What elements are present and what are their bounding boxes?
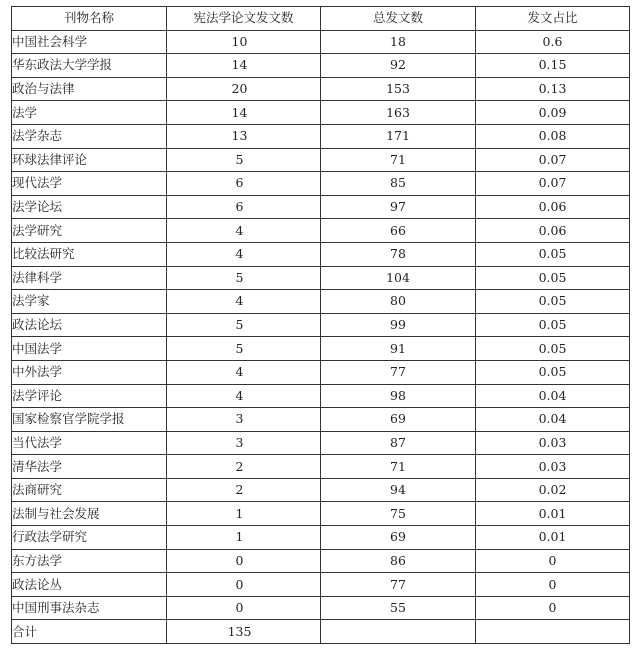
cell-journal-name: 政治与法律	[12, 77, 167, 101]
cell-journal-name: 比较法研究	[12, 242, 167, 266]
cell-total-articles: 55	[321, 596, 476, 620]
cell-total-articles: 153	[321, 77, 476, 101]
table-row	[12, 266, 630, 290]
cell-journal-name: 现代法学	[12, 172, 167, 196]
cell-journal-name: 中外法学	[12, 360, 167, 384]
cell-constitutional-count: 5	[167, 148, 321, 172]
cell-ratio: 0.03	[476, 455, 630, 479]
header-total-articles: 总发文数	[321, 7, 476, 31]
cell-constitutional-count: 4	[167, 360, 321, 384]
cell-constitutional-count: 20	[167, 77, 321, 101]
table-row	[12, 573, 630, 597]
cell-journal-name: 法学	[12, 101, 167, 125]
cell-total-articles: 98	[321, 384, 476, 408]
cell-journal-name: 中国刑事法杂志	[12, 596, 167, 620]
cell-ratio: 0.06	[476, 219, 630, 243]
cell-ratio: 0.04	[476, 408, 630, 432]
cell-constitutional-count: 2	[167, 478, 321, 502]
cell-journal-name: 东方法学	[12, 549, 167, 573]
cell-journal-name: 行政法学研究	[12, 526, 167, 550]
cell-total-articles: 69	[321, 408, 476, 432]
cell-ratio: 0	[476, 573, 630, 597]
cell-constitutional-count: 0	[167, 549, 321, 573]
cell-total-articles: 97	[321, 195, 476, 219]
table-row	[12, 384, 630, 408]
cell-journal-name: 华东政法大学学报	[12, 54, 167, 78]
cell-total-articles: 104	[321, 266, 476, 290]
table-row	[12, 124, 630, 148]
table-row	[12, 242, 630, 266]
cell-journal-name: 法律科学	[12, 266, 167, 290]
cell-ratio: 0.05	[476, 313, 630, 337]
cell-total-articles: 91	[321, 337, 476, 361]
table-row	[12, 219, 630, 243]
cell-ratio: 0	[476, 549, 630, 573]
cell-total-articles: 71	[321, 455, 476, 479]
cell-constitutional-count: 0	[167, 573, 321, 597]
cell-journal-name: 法制与社会发展	[12, 502, 167, 526]
journal-statistics-table	[11, 6, 630, 644]
cell-journal-name: 法学论坛	[12, 195, 167, 219]
cell-journal-name: 法学评论	[12, 384, 167, 408]
cell-constitutional-count: 5	[167, 266, 321, 290]
table-row	[12, 337, 630, 361]
cell-total-articles: 71	[321, 148, 476, 172]
table-row	[12, 195, 630, 219]
cell-total-articles: 80	[321, 290, 476, 314]
cell-ratio: 0.09	[476, 101, 630, 125]
cell-ratio: 0.08	[476, 124, 630, 148]
cell-journal-name: 法学研究	[12, 219, 167, 243]
total-ratio	[476, 620, 630, 644]
cell-ratio: 0.01	[476, 502, 630, 526]
cell-constitutional-count: 3	[167, 431, 321, 455]
table-row	[12, 360, 630, 384]
total-row	[12, 620, 630, 644]
cell-journal-name: 政法论丛	[12, 573, 167, 597]
cell-total-articles: 87	[321, 431, 476, 455]
table-row	[12, 77, 630, 101]
cell-constitutional-count: 5	[167, 313, 321, 337]
table-row	[12, 549, 630, 573]
cell-journal-name: 法学家	[12, 290, 167, 314]
table-row	[12, 101, 630, 125]
table-row	[12, 478, 630, 502]
cell-total-articles: 75	[321, 502, 476, 526]
cell-total-articles: 92	[321, 54, 476, 78]
cell-total-articles: 18	[321, 30, 476, 54]
table-row	[12, 526, 630, 550]
cell-constitutional-count: 1	[167, 502, 321, 526]
cell-ratio: 0.05	[476, 242, 630, 266]
cell-total-articles: 94	[321, 478, 476, 502]
cell-total-articles: 171	[321, 124, 476, 148]
table-row	[12, 313, 630, 337]
cell-ratio: 0.05	[476, 360, 630, 384]
cell-constitutional-count: 3	[167, 408, 321, 432]
cell-total-articles: 85	[321, 172, 476, 196]
total-count: 135	[167, 620, 321, 644]
cell-ratio: 0.02	[476, 478, 630, 502]
cell-constitutional-count: 2	[167, 455, 321, 479]
table-row	[12, 408, 630, 432]
cell-constitutional-count: 4	[167, 242, 321, 266]
total-label: 合计	[12, 620, 167, 644]
table-row	[12, 596, 630, 620]
cell-ratio: 0.07	[476, 172, 630, 196]
table-row	[12, 431, 630, 455]
cell-constitutional-count: 6	[167, 172, 321, 196]
cell-constitutional-count: 14	[167, 101, 321, 125]
header-ratio: 发文占比	[476, 7, 630, 31]
cell-ratio: 0.04	[476, 384, 630, 408]
cell-constitutional-count: 4	[167, 219, 321, 243]
cell-ratio: 0.6	[476, 30, 630, 54]
total-articles	[321, 620, 476, 644]
cell-total-articles: 69	[321, 526, 476, 550]
cell-ratio: 0.13	[476, 77, 630, 101]
table-footer	[12, 620, 630, 644]
cell-ratio: 0	[476, 596, 630, 620]
cell-journal-name: 清华法学	[12, 455, 167, 479]
header-constitutional-count: 宪法学论文发文数	[167, 7, 321, 31]
table-body	[12, 30, 630, 620]
cell-total-articles: 78	[321, 242, 476, 266]
cell-constitutional-count: 14	[167, 54, 321, 78]
header-row	[12, 7, 630, 31]
cell-ratio: 0.01	[476, 526, 630, 550]
cell-constitutional-count: 4	[167, 384, 321, 408]
cell-journal-name: 法商研究	[12, 478, 167, 502]
cell-total-articles: 99	[321, 313, 476, 337]
cell-constitutional-count: 13	[167, 124, 321, 148]
cell-journal-name: 中国法学	[12, 337, 167, 361]
header-journal-name: 刊物名称	[12, 7, 167, 31]
cell-total-articles: 163	[321, 101, 476, 125]
cell-journal-name: 法学杂志	[12, 124, 167, 148]
cell-total-articles: 77	[321, 360, 476, 384]
cell-journal-name: 中国社会科学	[12, 30, 167, 54]
table-header	[12, 7, 630, 31]
cell-journal-name: 当代法学	[12, 431, 167, 455]
cell-journal-name: 政法论坛	[12, 313, 167, 337]
cell-total-articles: 86	[321, 549, 476, 573]
cell-constitutional-count: 6	[167, 195, 321, 219]
table-row	[12, 54, 630, 78]
cell-journal-name: 环球法律评论	[12, 148, 167, 172]
cell-ratio: 0.06	[476, 195, 630, 219]
cell-journal-name: 国家检察官学院学报	[12, 408, 167, 432]
cell-constitutional-count: 10	[167, 30, 321, 54]
cell-constitutional-count: 0	[167, 596, 321, 620]
cell-total-articles: 66	[321, 219, 476, 243]
table-row	[12, 30, 630, 54]
cell-constitutional-count: 4	[167, 290, 321, 314]
table-row	[12, 172, 630, 196]
table-row	[12, 290, 630, 314]
cell-ratio: 0.03	[476, 431, 630, 455]
cell-ratio: 0.05	[476, 266, 630, 290]
cell-ratio: 0.07	[476, 148, 630, 172]
cell-ratio: 0.05	[476, 337, 630, 361]
cell-ratio: 0.05	[476, 290, 630, 314]
table-row	[12, 148, 630, 172]
table-row	[12, 455, 630, 479]
table-row	[12, 502, 630, 526]
cell-total-articles: 77	[321, 573, 476, 597]
cell-constitutional-count: 1	[167, 526, 321, 550]
cell-ratio: 0.15	[476, 54, 630, 78]
cell-constitutional-count: 5	[167, 337, 321, 361]
